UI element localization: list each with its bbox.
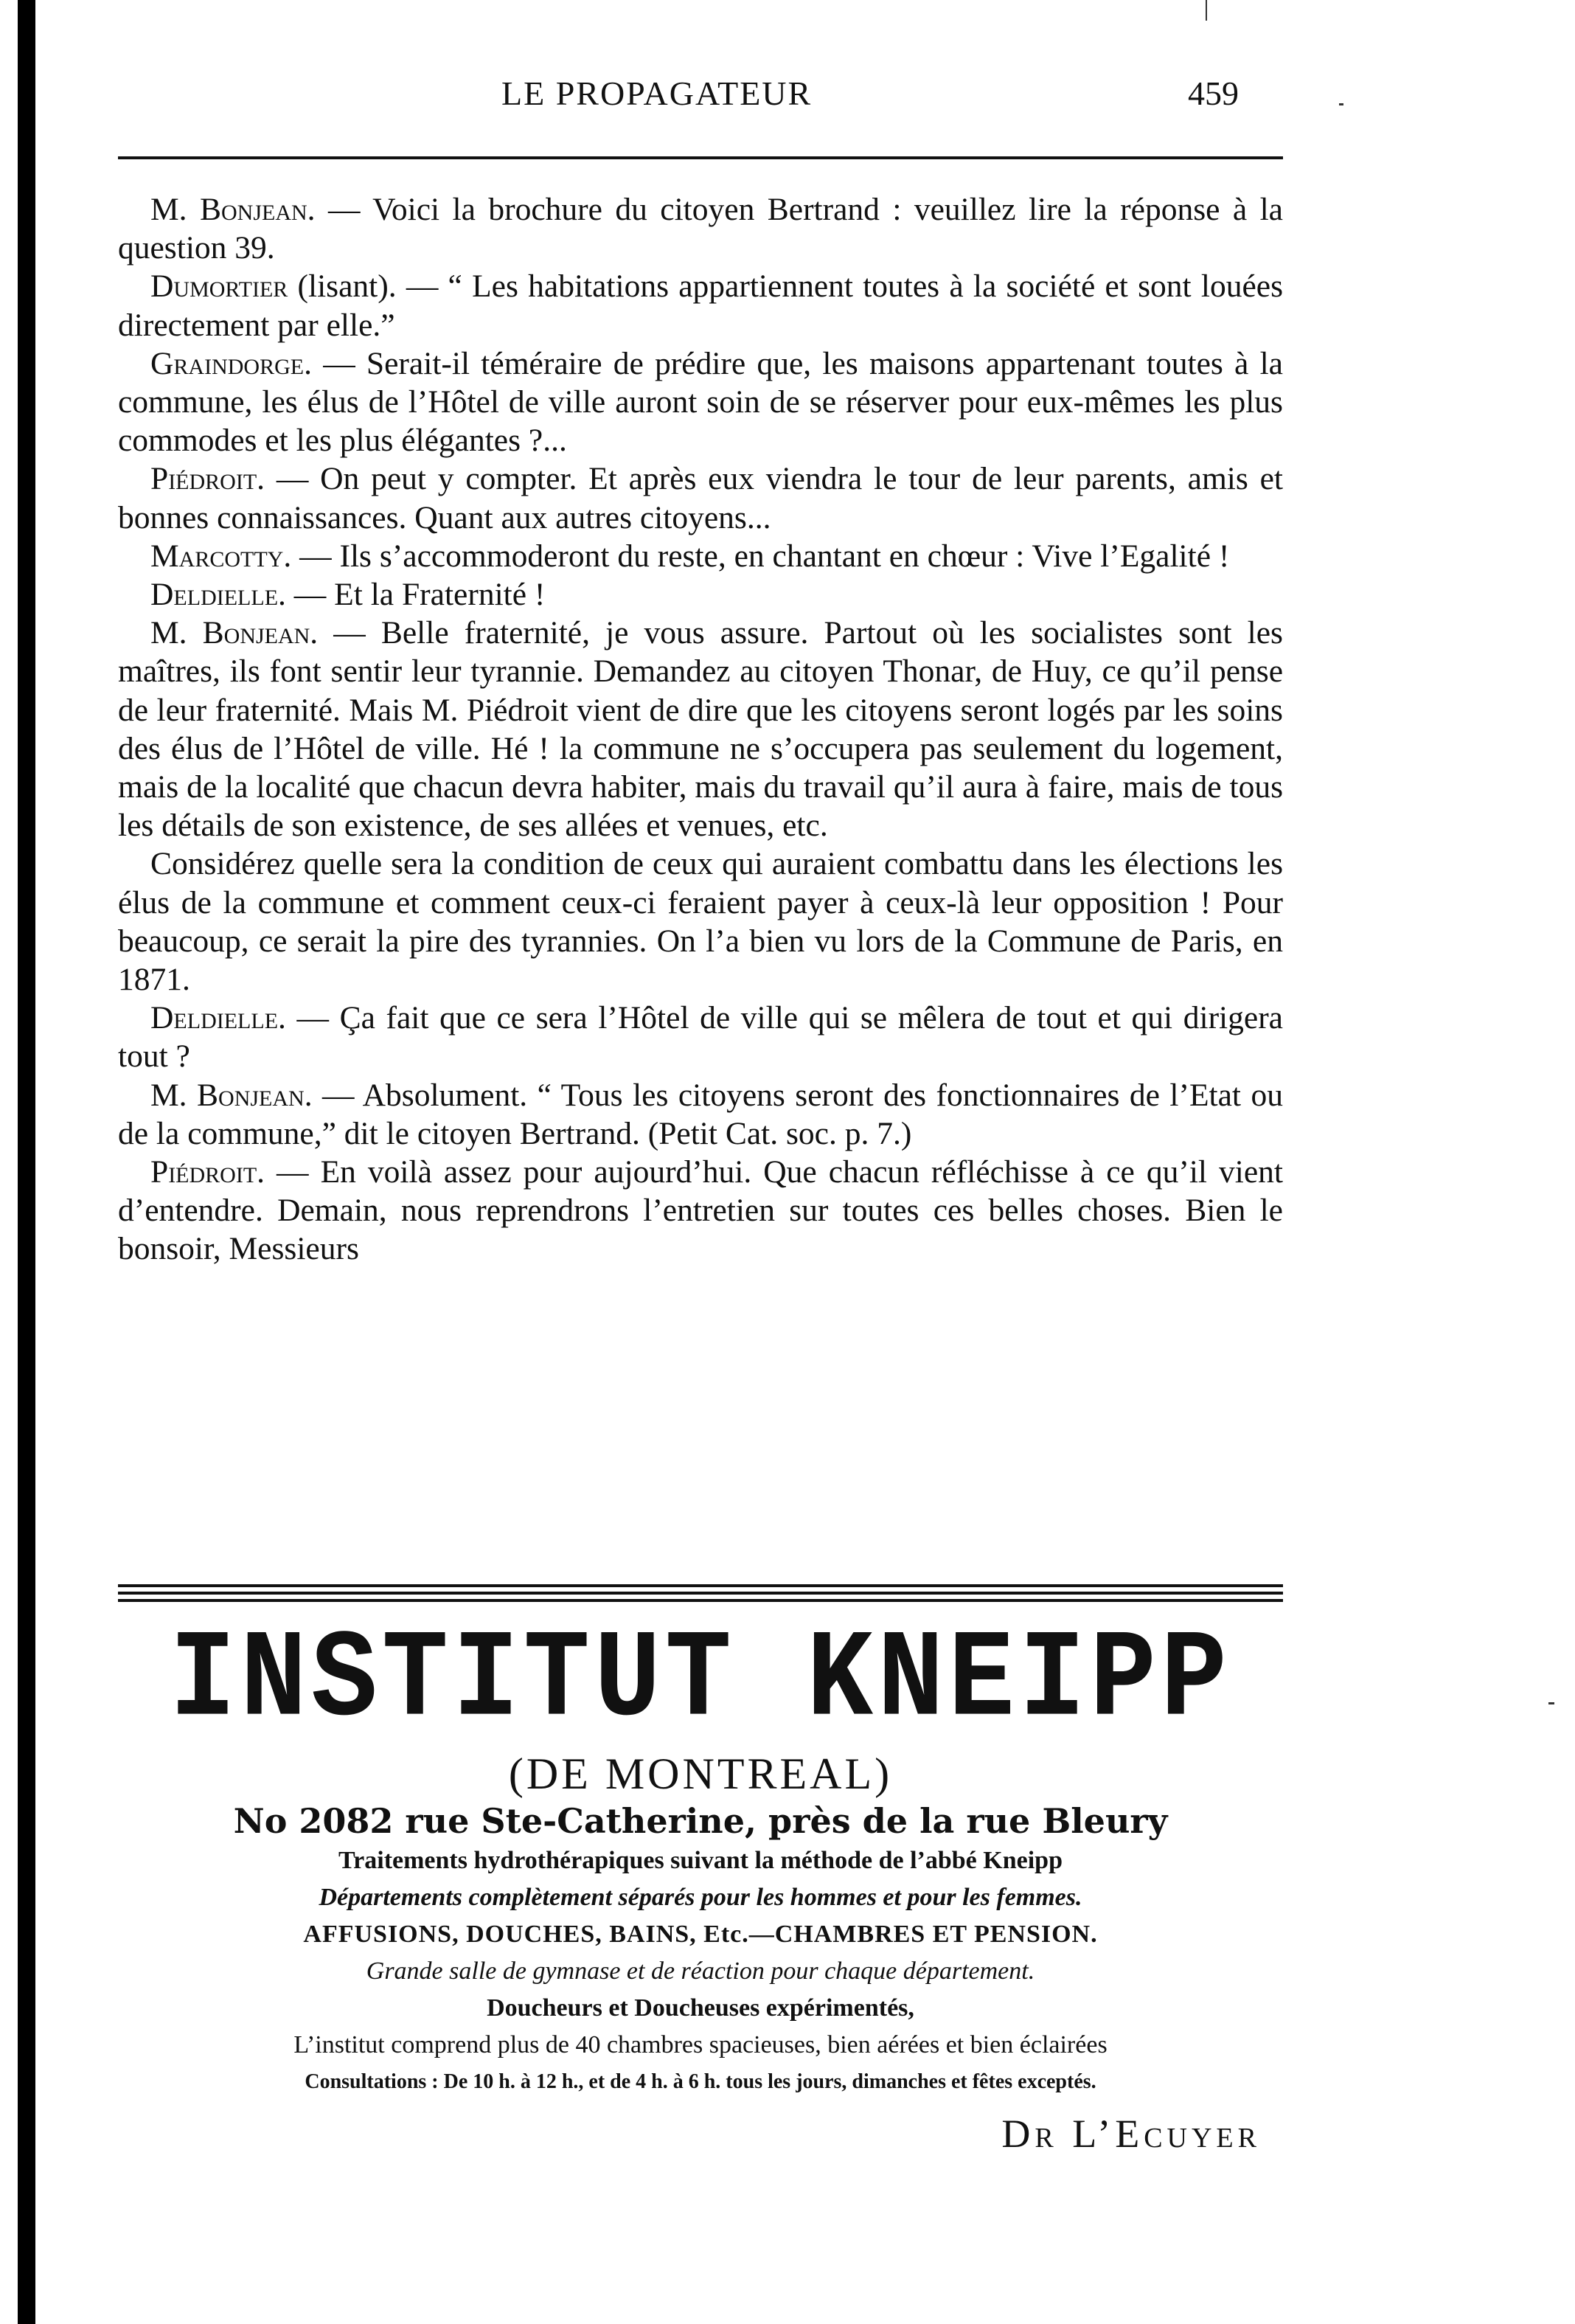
ad-signature: Dr L’Ecuyer [1001, 2112, 1261, 2156]
ad-title: INSTITUT KNEIPP [169, 1611, 1232, 1752]
speech-text: — Voici la brochure du citoyen Bertrand : veuillez lire la réponse à la question 39. [118, 192, 1283, 266]
page-header [118, 74, 1283, 118]
page-number: 459 [1188, 74, 1239, 112]
speaker-name: Deldielle. [150, 1000, 286, 1036]
paragraph [118, 459, 1283, 536]
paragraph [118, 575, 1283, 614]
running-title: LE PROPAGATEUR [501, 74, 813, 112]
speech-text: — Et la Fraternité ! [285, 577, 546, 613]
speech-text: (lisant). — “ Les habitations appartiennent toutes à la société et sont louées directement par elle.” [118, 268, 1283, 343]
divider-line [118, 1599, 1283, 1602]
paragraph [118, 537, 1283, 575]
paragraph [118, 1153, 1283, 1269]
speech-text: — On peut y compter. Et après eux viendra le tour de leur parents, amis et bonnes connaissances. Quant aux autres citoyens... [118, 461, 1283, 535]
speech-text: — En voilà assez pour aujourd’hui. Que chacun réfléchisse à ce qu’il vient d’entendre. Demain, nous reprendrons l’entretien sur toutes ces belles choses. Bien le bonsoir, Messieurs [118, 1154, 1283, 1267]
speech-text: — Absolument. “ Tous les citoyens seront des fonctionnaires de l’Etat ou de la commune,” dit le citoyen Bertrand. (Petit Cat. soc. p. 7.) [118, 1077, 1283, 1151]
speech-text: — Ils s’accommoderont du reste, en chantant en chœur : Vive l’Egalité ! [291, 538, 1230, 574]
speech-text: Considérez quelle sera la condition de ceux qui auraient combattu dans les élections les élus de la commune et comment ceux-ci feraient payer à ceux-là leur opposition ! Pour beaucoup, ce serait la pire des tyrannies. On l’a bien vu lors de la Commune de Paris, en 1871. [118, 846, 1283, 998]
speaker-name: Piédroit. [150, 461, 265, 497]
divider-line [118, 1592, 1283, 1595]
ad-consultations: Consultations : De 10 h. à 12 h., et de 4 h. à 6 h. tous les jours, dimanches et fêtes exceptés. [305, 2070, 1096, 2093]
ad-staff: Doucheurs et Doucheuses expérimentés, [487, 1994, 914, 2022]
speaker-name: Dumortier [150, 268, 288, 305]
speech-text: — Ça fait que ce sera l’Hôtel de ville qui se mêlera de tout et qui dirigera tout ? [118, 1000, 1283, 1075]
ad-subtitle: (DE MONTREAL) [508, 1749, 893, 1798]
speaker-name: M. Bonjean. [150, 192, 316, 227]
ad-services: AFFUSIONS, DOUCHES, BAINS, Etc.—CHAMBRES ET PENSION. [303, 1921, 1098, 1948]
paragraph [118, 844, 1283, 999]
paragraph [118, 614, 1283, 844]
margin-mark [1206, 0, 1207, 21]
speaker-name: Piédroit. [150, 1154, 265, 1190]
margin-mark [1339, 103, 1343, 105]
speaker-name: Graindorge. [150, 345, 312, 381]
advertisement-divider [118, 1584, 1283, 1606]
speaker-name: M. Bonjean. [150, 615, 319, 651]
speaker-name: M. Bonjean. [150, 1077, 313, 1113]
advertisement [118, 1611, 1283, 2157]
paragraph [118, 344, 1283, 460]
divider-line [118, 1584, 1283, 1587]
paragraph [118, 999, 1283, 1075]
paragraph [118, 267, 1283, 344]
speech-text: — Belle fraternité, je vous assure. Partout où les socialistes sont les maîtres, ils font sentir leur tyrannie. Demandez au citoyen Thonar, de Huy, ce qu’il pense de leur fraternité. Mais M. Piédroit vient de dire que les citoyens seront logés par les soins des élus de l’Hôtel de ville. Hé ! la commune ne s’occupera pas seulement du logement, mais de la localité que chacun devra habiter, mais du travail qu’il aura à faire, mais de tous les détails de son existence, de ses allées et venues, etc. [118, 615, 1283, 844]
paragraph [118, 1076, 1283, 1153]
paragraph [118, 190, 1283, 267]
speaker-name: Deldielle. [150, 577, 286, 613]
header-divider [118, 156, 1283, 159]
scan-edge-bar [18, 0, 35, 2324]
ad-treatment: Traitements hydrothérapiques suivant la méthode de l’abbé Kneipp [338, 1847, 1063, 1874]
margin-mark [1548, 1702, 1554, 1704]
speaker-name: Marcotty. [150, 538, 292, 574]
ad-rooms: L’institut comprend plus de 40 chambres spacieuses, bien aérées et bien éclairées [293, 2031, 1108, 2058]
ad-departments: Départements complètement séparés pour les hommes et pour les femmes. [319, 1884, 1082, 1911]
dialogue-text [118, 190, 1283, 1269]
ad-gym: Grande salle de gymnase et de réaction pour chaque département. [366, 1957, 1035, 1985]
speech-text: — Serait-il téméraire de prédire que, les maisons appartenant toutes à la commune, les élus de l’Hôtel de ville auront soin de se réserver pour eux-mêmes les plus commodes et les plus élégantes ?... [118, 345, 1283, 459]
ad-address: No 2082 rue Ste-Catherine, près de la rue Bleury [233, 1801, 1168, 1841]
